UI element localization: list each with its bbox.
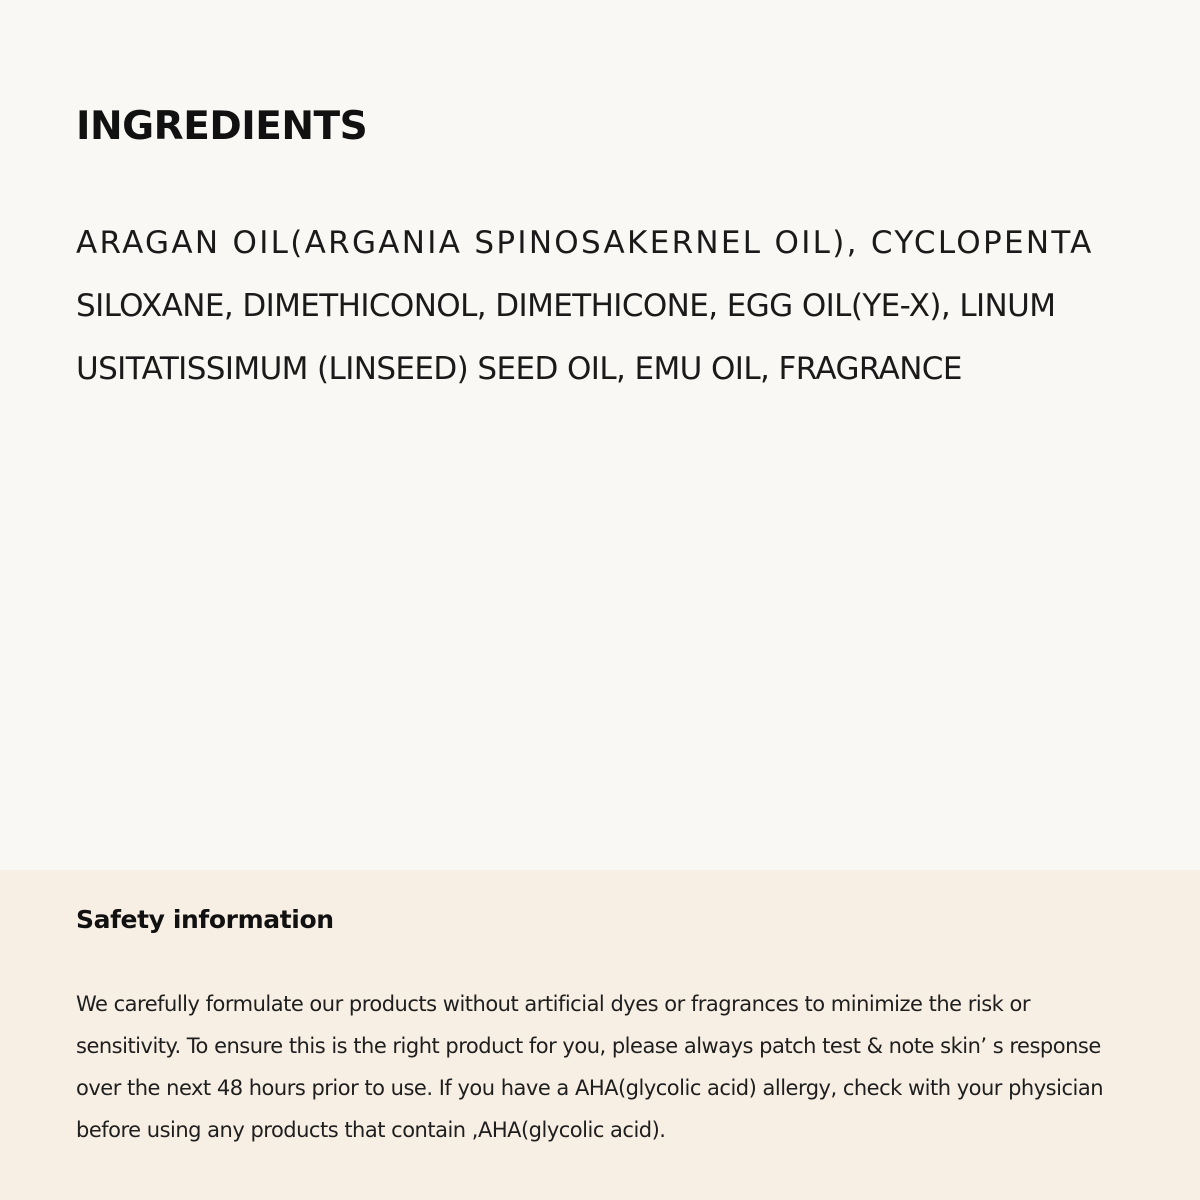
ingredients-line: ARAGAN OIL(ARGANIA SPINOSAKERNEL OIL), CYCLOPENTA	[76, 225, 1094, 261]
safety-text	[76, 983, 1146, 1151]
safety-line: sensitivity. To ensure this is the right product for you, please always patch test & note skin’ s response	[76, 1034, 1101, 1058]
ingredients-line: USITATISSIMUM (LINSEED) SEED OIL, EMU OIL, FRAGRANCE	[76, 351, 962, 387]
ingredients-list	[76, 212, 1146, 401]
ingredients-heading: INGREDIENTS	[76, 104, 368, 149]
safety-line: before using any products that contain ,AHA(glycolic acid).	[76, 1118, 666, 1142]
ingredients-line: SILOXANE, DIMETHICONOL, DIMETHICONE, EGG OIL(YE-X), LINUM	[76, 288, 1056, 324]
safety-line: We carefully formulate our products without artificial dyes or fragrances to minimize the risk or	[76, 992, 1030, 1016]
safety-line: over the next 48 hours prior to use. If you have a AHA(glycolic acid) allergy, check with your physician	[76, 1076, 1104, 1100]
safety-title: Safety information	[76, 905, 334, 934]
